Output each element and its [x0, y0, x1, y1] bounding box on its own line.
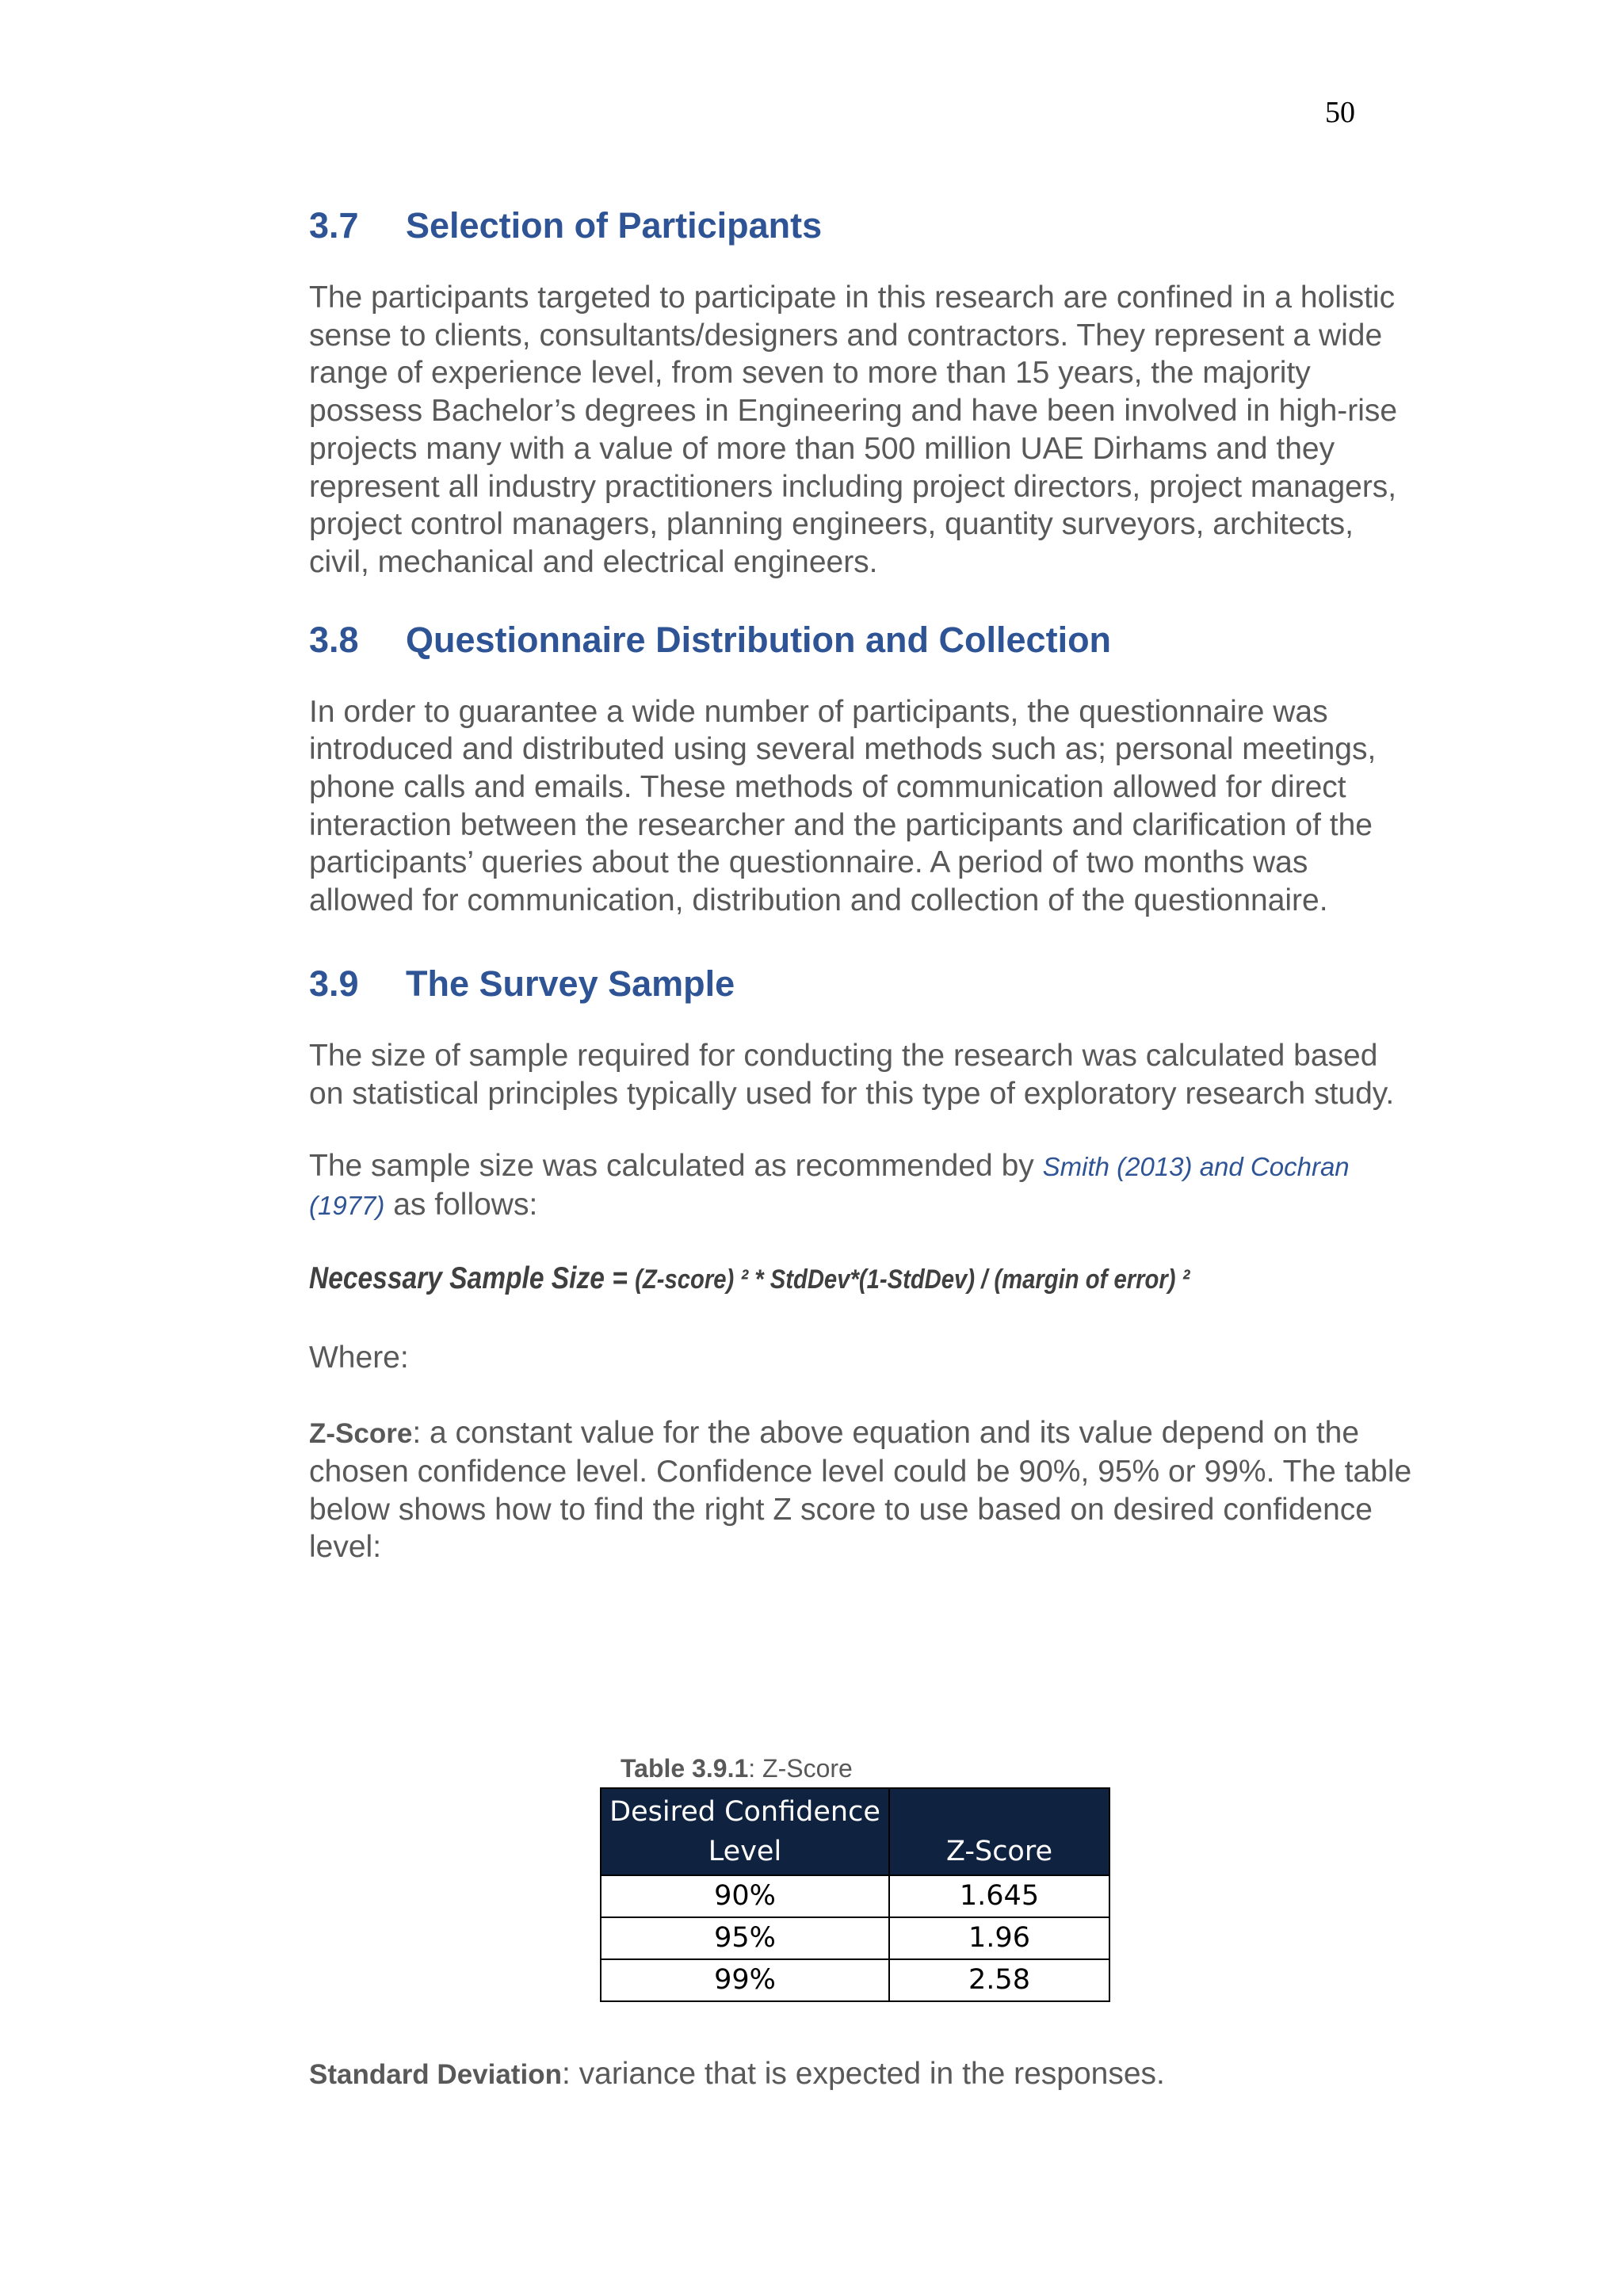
- zscore-cell: 2.58: [889, 1959, 1109, 2001]
- stddev-text: : variance that is expected in the responses.: [561, 2057, 1165, 2091]
- zscore-term: Z-Score: [309, 1418, 413, 1450]
- section-title: Questionnaire Distribution and Collection: [406, 619, 1112, 660]
- formula-lhs: Necessary Sample Size =: [309, 1261, 636, 1295]
- sample-intro-tail: as follows:: [384, 1187, 538, 1222]
- zscore-cell: 1.645: [889, 1875, 1109, 1917]
- confidence-cell: 99%: [601, 1959, 889, 2001]
- stddev-definition: [309, 2055, 1419, 2094]
- confidence-cell: 90%: [601, 1875, 889, 1917]
- section-heading-3-7: [309, 198, 1419, 254]
- sample-intro-paragraph: [309, 1147, 1419, 1224]
- section-number: 3.7: [309, 205, 359, 246]
- table-header-row: [601, 1788, 1109, 1875]
- zscore-cell: 1.96: [889, 1917, 1109, 1959]
- page-content: [309, 198, 1419, 1566]
- formula-rhs: (Z-score) ² * StdDev*(1-StdDev) / (margin of error) ²: [635, 1264, 1190, 1295]
- section-title: The Survey Sample: [406, 963, 735, 1004]
- paragraph: In order to guarantee a wide number of participants, the questionnaire was introduced and distributed using several methods such as; personal meetings, phone calls and emails. These methods of communication allowed for direct interaction between the researcher and the participants and clarification of the participants’ queries about the questionnaire. A period of two months was allowed for communication, distribution and collection of the questionnaire.: [309, 694, 1377, 918]
- section-number: 3.9: [309, 963, 359, 1004]
- citation: Smith (2013) and Cochran (1977): [309, 1152, 1350, 1220]
- header-z-score: Z-Score: [889, 1788, 1109, 1875]
- table-caption-text: : Z-Score: [748, 1754, 853, 1783]
- sample-intro-text: The sample size was calculated as recommended by: [309, 1149, 1043, 1184]
- section-title: Selection of Participants: [406, 205, 823, 246]
- table-caption-label: Table 3.9.1: [621, 1754, 749, 1783]
- stddev-block: [309, 2055, 1419, 2094]
- section-number: 3.8: [309, 619, 359, 660]
- zscore-text: : a constant value for the above equation and its value depend on the chosen confidence level. Confidence level could be 90%, 95% or 99%. The table below shows how to find the right Z score to use based on desired confidence level:: [309, 1416, 1412, 1565]
- where-label: Where:: [309, 1340, 409, 1375]
- section-heading-3-9: [309, 956, 1419, 1012]
- header-confidence-level: Desired Confidence Level: [601, 1788, 889, 1875]
- stddev-term: Standard Deviation: [309, 2059, 562, 2090]
- zscore-definition: [309, 1414, 1419, 1566]
- table-row: [601, 1917, 1109, 1959]
- zscore-table: [600, 1787, 1110, 2002]
- sample-size-formula: [309, 1255, 1263, 1309]
- paragraph: The participants targeted to participate in this research are confined in a holistic sense to clients, consultants/designers and contractors. They represent a wide range of experience level, from seven to more than 15 years, the majority possess Bachelor’s degrees in Engineering and have been involved in high-rise projects many with a value of more than 500 million UAE Dirhams and they represent all industry practitioners including project directors, project managers, project control managers, planning engineers, quantity surveyors, architects, civil, mechanical and electrical engineers.: [309, 280, 1398, 579]
- confidence-cell: 95%: [601, 1917, 889, 1959]
- paragraph: The size of sample required for conducting the research was calculated based on statistical principles typically used for this type of exploratory research study.: [309, 1038, 1395, 1111]
- table-caption: [621, 1753, 853, 1784]
- section-heading-3-8: [309, 612, 1419, 668]
- page-number: 50: [1325, 96, 1355, 129]
- table-row: [601, 1875, 1109, 1917]
- table-row: [601, 1959, 1109, 2001]
